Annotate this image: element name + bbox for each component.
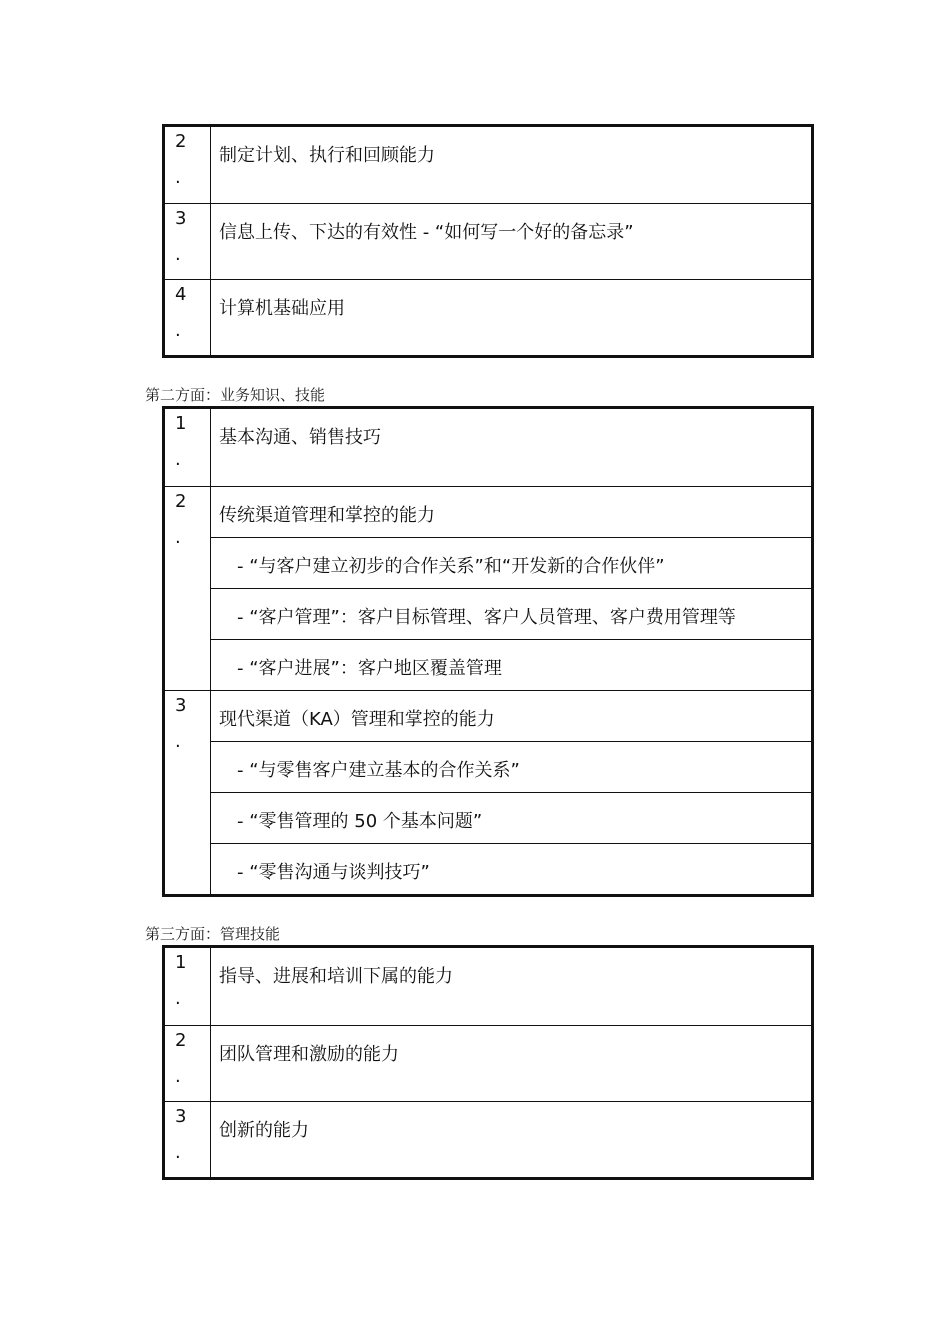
table-row <box>165 690 811 894</box>
row-text: 团队管理和激励的能力 <box>219 1044 399 1065</box>
table-row <box>165 1101 811 1177</box>
row-text: 基本沟通、销售技巧 <box>219 427 381 448</box>
row-text: 指导、进展和培训下属的能力 <box>219 966 453 987</box>
row-text: 计算机基础应用 <box>219 298 345 319</box>
row-number: 3 . <box>165 691 211 894</box>
sub-item: - “客户进展”：客户地区覆盖管理 <box>211 639 811 690</box>
table-row <box>165 127 811 203</box>
row-number: 3 . <box>165 204 211 279</box>
row-text: 信息上传、下达的有效性 - “如何写一个好的备忘录” <box>219 222 634 243</box>
table-row <box>165 203 811 279</box>
section-heading-business: 第二方面：业务知识、技能 <box>145 386 326 404</box>
table-row <box>165 1025 811 1101</box>
row-text: 制定计划、执行和回顾能力 <box>219 145 435 166</box>
row-number: 3 . <box>165 1102 211 1177</box>
table-row <box>165 409 811 486</box>
table-row <box>165 948 811 1025</box>
sub-item: - “与客户建立初步的合作关系”和“开发新的合作伙伴” <box>211 537 811 588</box>
sub-item: - “客户管理”：客户目标管理、客户人员管理、客户费用管理等 <box>211 588 811 639</box>
row-text: 创新的能力 <box>219 1120 309 1141</box>
sub-item: - “零售管理的 50 个基本问题” <box>211 792 811 843</box>
row-text: 现代渠道（KA）管理和掌控的能力 <box>219 709 495 730</box>
sub-item: - “与零售客户建立基本的合作关系” <box>211 741 811 792</box>
row-number: 1 . <box>165 948 211 1025</box>
skills-table-2 <box>162 406 814 897</box>
row-number: 2 . <box>165 1026 211 1101</box>
row-number: 2 . <box>165 487 211 690</box>
table-row <box>165 486 811 690</box>
row-number: 1 . <box>165 409 211 486</box>
section-heading-management: 第三方面：管理技能 <box>145 925 281 943</box>
skills-table-3 <box>162 945 814 1180</box>
row-number: 4 . <box>165 280 211 355</box>
row-number: 2 . <box>165 127 211 203</box>
row-text: 传统渠道管理和掌控的能力 <box>219 505 435 526</box>
sub-item: - “零售沟通与谈判技巧” <box>211 843 811 894</box>
skills-table-1 <box>162 124 814 358</box>
table-row <box>165 279 811 355</box>
